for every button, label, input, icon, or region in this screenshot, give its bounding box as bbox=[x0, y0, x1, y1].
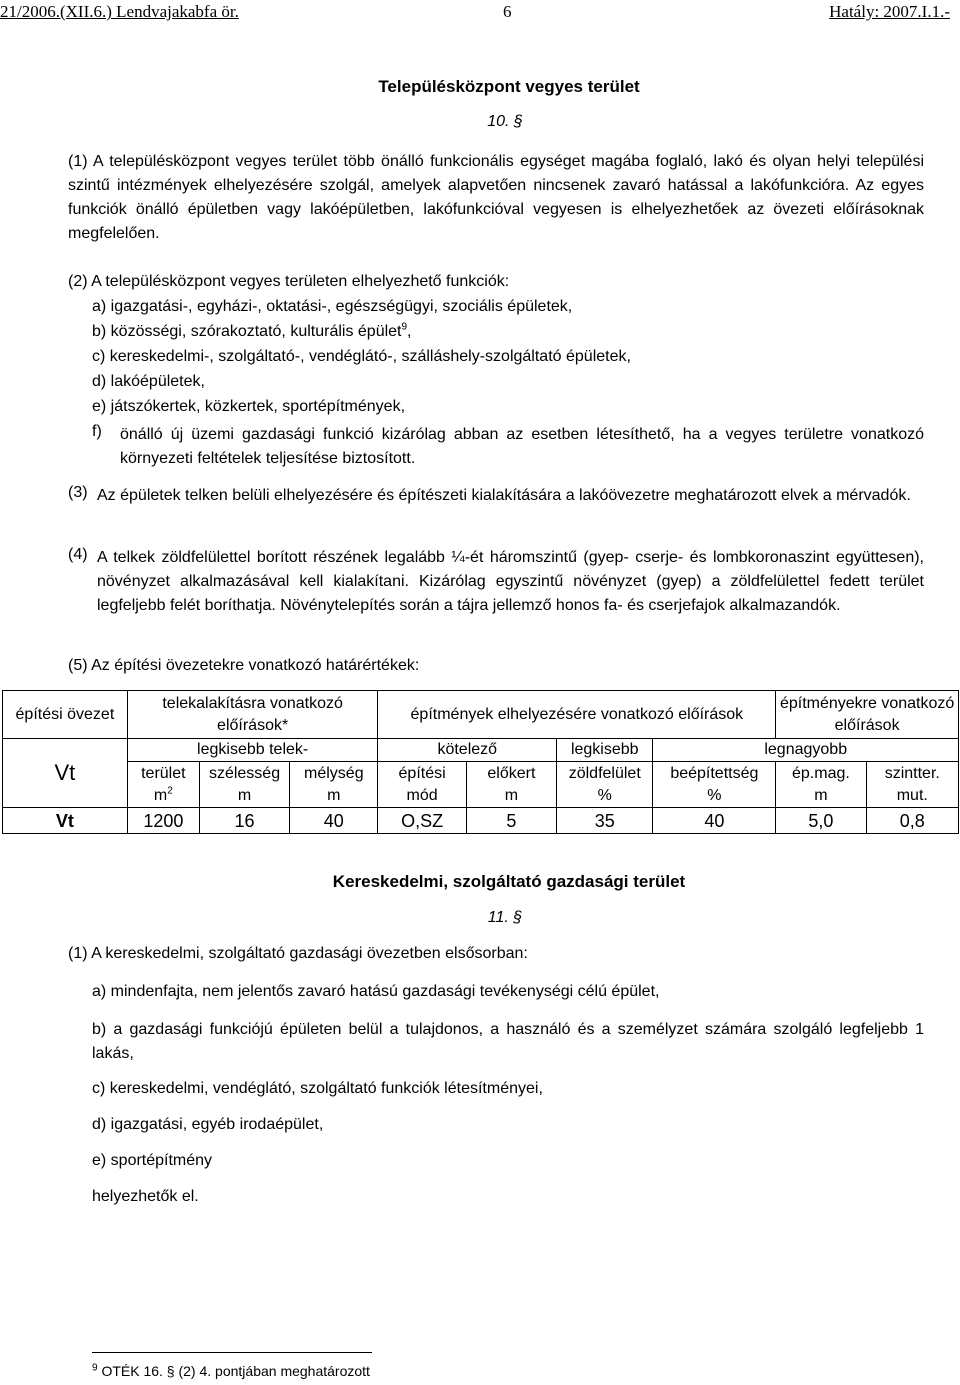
sec11-item-b: b) a gazdasági funkciójú épületen belül a tulajdonos, a használó és a személyzet számára szolgáló legfeljebb 1 lakás, bbox=[92, 1021, 924, 1062]
subheader-min-plot: legkisebb telek- bbox=[127, 739, 378, 762]
group-header-placement: építmények elhelyezésére vonatkozó előírások bbox=[378, 691, 776, 739]
footnote-number: 9 bbox=[92, 1362, 98, 1374]
footnote-divider bbox=[92, 1352, 372, 1353]
group-header-plot: telekalakításra vonatkozó előírások* bbox=[127, 691, 378, 739]
sec10-paragraph-4-label: (4) bbox=[68, 546, 88, 563]
footnote-ref: 9 bbox=[401, 321, 408, 333]
header-right: Hatály: 2007.I.1.- bbox=[829, 2, 950, 21]
sec10-item-f: önálló új üzemi gazdasági funkció kizárólag abban az esetben létesíthető, ha a vegyes területre vonatkozó környezeti feltételek teljesítése biztosított. bbox=[120, 426, 924, 467]
section-10-number: 10. § bbox=[487, 113, 523, 130]
subheader-mandatory: kötelező bbox=[378, 739, 557, 762]
sec11-paragraph-1: (1) A kereskedelmi, szolgáltató gazdasági övezetben elsősorban: bbox=[68, 945, 528, 962]
col-building-mode: építési mód bbox=[378, 762, 466, 808]
col-floor-ratio: szintter. mut. bbox=[866, 762, 958, 808]
sec11-item-e: e) sportépítmény bbox=[92, 1152, 213, 1169]
col-green-area: zöldfelület % bbox=[557, 762, 653, 808]
table-cell: 5 bbox=[466, 808, 556, 834]
sec10-item-e: e) játszókertek, közkertek, sportépítmények, bbox=[92, 398, 406, 415]
sec10-item-d: d) lakóépületek, bbox=[92, 373, 205, 390]
footnote bbox=[92, 1363, 370, 1379]
sec11-tail: helyezhetők el. bbox=[92, 1188, 199, 1205]
sec11-item-c: c) kereskedelmi, vendéglátó, szolgáltató funkciók létesítményei, bbox=[92, 1080, 543, 1097]
col-width: szélesség m bbox=[199, 762, 289, 808]
col-built-ratio: beépítettség % bbox=[653, 762, 776, 808]
table-cell: O,SZ bbox=[378, 808, 466, 834]
col-front-yard: előkert m bbox=[466, 762, 556, 808]
table-cell: 16 bbox=[199, 808, 289, 834]
col-building-height: ép.mag. m bbox=[776, 762, 866, 808]
page-number: 6 bbox=[503, 2, 512, 21]
table-cell: 35 bbox=[557, 808, 653, 834]
sec10-paragraph-1: (1) A településközpont vegyes terület több önálló funkcionális egységet magába foglaló, lakó és olyan helyi települési szintű intézmények elhelyezésére szolgál, amelyek alapvetően nincsenek zavaró hatással a lakófunkcióra. Az egyes funkciók önálló épületben vagy lakóépületben, lakófunkcióval vegyesen is elhelyezhetőek az övezeti előírásoknak megfelelően. bbox=[68, 153, 924, 242]
sec10-item-b-text: b) közösségi, szórakoztató, kulturális épület bbox=[92, 323, 402, 340]
zone-header: építési övezet bbox=[3, 691, 128, 739]
sec10-paragraph-3: Az épületek telken belüli elhelyezésére és építészeti kialakítására a lakóövezetre meghatározott elvek a mérvadók. bbox=[97, 487, 911, 504]
section-11-number: 11. § bbox=[487, 909, 523, 926]
sec10-paragraph-3-label: (3) bbox=[68, 484, 88, 501]
col-area: terület $m^2$ bbox=[127, 762, 199, 808]
subheader-min: legkisebb bbox=[557, 739, 653, 762]
section-10-title: Településközpont vegyes terület bbox=[378, 77, 640, 96]
section-11-title: Kereskedelmi, szolgáltató gazdasági terület bbox=[332, 872, 686, 891]
sec10-paragraph-5: (5) Az építési övezetekre vonatkozó határértékek: bbox=[68, 657, 420, 674]
group-header-building: építményekre vonatkozó előírások bbox=[776, 691, 959, 739]
sec10-item-a: a) igazgatási-, egyházi-, oktatási-, egészségügyi, szociális épületek, bbox=[92, 298, 573, 315]
page-header bbox=[0, 2, 960, 24]
sec10-item-b bbox=[92, 323, 412, 341]
sec10-item-f-label: f) bbox=[92, 423, 102, 440]
table-cell: 5,0 bbox=[776, 808, 866, 834]
table-cell: 1200 bbox=[127, 808, 199, 834]
col-depth: mélység m bbox=[290, 762, 378, 808]
sec11-item-a: a) mindenfajta, nem jelentős zavaró hatású gazdasági tevékenységi célú épület, bbox=[92, 983, 660, 1000]
row-zone: Vt bbox=[3, 808, 128, 834]
table-cell: 40 bbox=[290, 808, 378, 834]
sec11-item-d: d) igazgatási, egyéb irodaépület, bbox=[92, 1116, 324, 1133]
zone-code-header: Vt bbox=[3, 739, 128, 808]
sec10-paragraph-2-intro: (2) A településközpont vegyes területen elhelyezhető funkciók: bbox=[68, 273, 510, 290]
subheader-max: legnagyobb bbox=[653, 739, 959, 762]
table-cell: 0,8 bbox=[866, 808, 958, 834]
table-cell: 40 bbox=[653, 808, 776, 834]
sec10-item-c: c) kereskedelmi-, szolgáltató-, vendéglátó-, szálláshely-szolgáltató épületek, bbox=[92, 348, 631, 365]
zone-limits-table bbox=[2, 690, 959, 834]
footnote-text: OTÉK 16. § (2) 4. pontjában meghatározott bbox=[97, 1363, 370, 1379]
sec10-paragraph-4: A telkek zöldfelülettel borított részének legalább ¼-ét háromszintű (gyep- cserje- és lombkoronaszint együttesen), növényzet alkalmazásával kell kialakítani. Kizárólag egyszintű növényzet (gyep) a zöldfelülettel fedett terület legfeljebb felét boríthatja. Növénytelepítés során a tájra jellemző honos fa- és cserjefajok alkalmazandók. bbox=[97, 549, 924, 614]
header-left: 21/2006.(XII.6.) Lendvajakabfa ör. bbox=[0, 2, 239, 21]
sec10-item-b-tail: , bbox=[407, 323, 412, 340]
